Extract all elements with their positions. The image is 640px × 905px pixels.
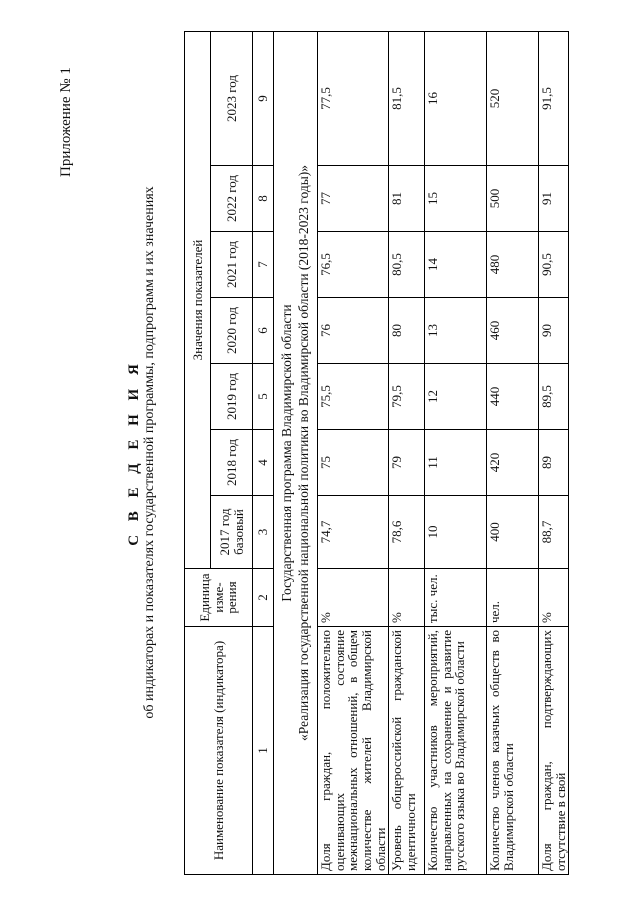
indicator-unit: %	[389, 569, 425, 627]
value-cell: 90,5	[539, 232, 569, 298]
value-cell: 14	[425, 232, 487, 298]
appendix-label: Приложение № 1	[58, 67, 74, 177]
header-year-2020: 2020 год	[211, 298, 253, 364]
column-number: 9	[253, 31, 274, 165]
value-cell: 15	[425, 166, 487, 232]
column-number: 5	[253, 364, 274, 430]
table-row	[539, 31, 569, 874]
header-indicator-name: Наименование показателя (индикатора)	[185, 627, 253, 875]
value-cell: 76	[318, 298, 389, 364]
value-cell: 13	[425, 298, 487, 364]
column-number-row	[253, 31, 274, 874]
column-number: 7	[253, 232, 274, 298]
indicator-unit: %	[539, 569, 569, 627]
table-row	[389, 31, 425, 874]
value-cell: 420	[487, 430, 539, 496]
value-cell: 81,5	[389, 31, 425, 165]
value-cell: 78,6	[389, 496, 425, 569]
header-year-2018: 2018 год	[211, 430, 253, 496]
header-year-2022: 2022 год	[211, 166, 253, 232]
column-number: 6	[253, 298, 274, 364]
table-row	[318, 31, 389, 874]
document-title: С В Е Д Е Н И Я	[126, 359, 142, 546]
value-cell: 79	[389, 430, 425, 496]
indicator-name: Количество участников мероприятий, направленных на сохранение и развитие русского языка во Владимирской области	[425, 627, 487, 875]
value-cell: 75,5	[318, 364, 389, 430]
value-cell: 77,5	[318, 31, 389, 165]
program-title-line1: Государственная программа Владимирской области	[279, 304, 295, 602]
value-cell: 80,5	[389, 232, 425, 298]
value-cell: 12	[425, 364, 487, 430]
program-title-line2: «Реализация государственной национальной политики во Владимирской области (2018-2023 годы)»	[295, 164, 311, 742]
column-number: 3	[253, 496, 274, 569]
indicators-table	[184, 31, 569, 875]
value-cell: 91,5	[539, 31, 569, 165]
value-cell: 500	[487, 166, 539, 232]
indicator-name: Доля граждан, подтверждающих отсутствие в свой	[539, 627, 569, 875]
header-year-2017: 2017 год базовый	[211, 496, 253, 569]
header-values-group: Значения показателей	[185, 31, 211, 568]
indicator-name: Количество членов казачьих обществ во Владимирской области	[487, 627, 539, 875]
table-row	[425, 31, 487, 874]
indicator-name: Уровень общероссийской гражданской идентичности	[389, 627, 425, 875]
indicator-unit: %	[318, 569, 389, 627]
value-cell: 90	[539, 298, 569, 364]
value-cell: 480	[487, 232, 539, 298]
header-year-2023: 2023 год	[211, 31, 253, 165]
header-unit: Единица изме-рения	[185, 569, 253, 627]
header-year-2021: 2021 год	[211, 232, 253, 298]
program-title-row	[274, 31, 318, 874]
indicator-name: Доля граждан, положительно оценивающих состояние межнациональных отношений, в общем количестве жителей Владимирской области	[318, 627, 389, 875]
value-cell: 76,5	[318, 232, 389, 298]
value-cell: 88,7	[539, 496, 569, 569]
indicator-unit: чел.	[487, 569, 539, 627]
value-cell: 520	[487, 31, 539, 165]
value-cell: 89	[539, 430, 569, 496]
value-cell: 91	[539, 166, 569, 232]
value-cell: 74,7	[318, 496, 389, 569]
column-number: 2	[253, 569, 274, 627]
value-cell: 440	[487, 364, 539, 430]
document-subtitle: об индикаторах и показателях государственной программы, подпрограмм и их значениях	[142, 186, 157, 719]
value-cell: 11	[425, 430, 487, 496]
value-cell: 16	[425, 31, 487, 165]
value-cell: 75	[318, 430, 389, 496]
value-cell: 89,5	[539, 364, 569, 430]
header-year-2019: 2019 год	[211, 364, 253, 430]
column-number: 1	[253, 627, 274, 875]
column-number: 4	[253, 430, 274, 496]
value-cell: 81	[389, 166, 425, 232]
column-number: 8	[253, 166, 274, 232]
value-cell: 400	[487, 496, 539, 569]
value-cell: 79,5	[389, 364, 425, 430]
indicator-unit: тыс. чел.	[425, 569, 487, 627]
table-row	[487, 31, 539, 874]
value-cell: 10	[425, 496, 487, 569]
value-cell: 460	[487, 298, 539, 364]
value-cell: 80	[389, 298, 425, 364]
value-cell: 77	[318, 166, 389, 232]
